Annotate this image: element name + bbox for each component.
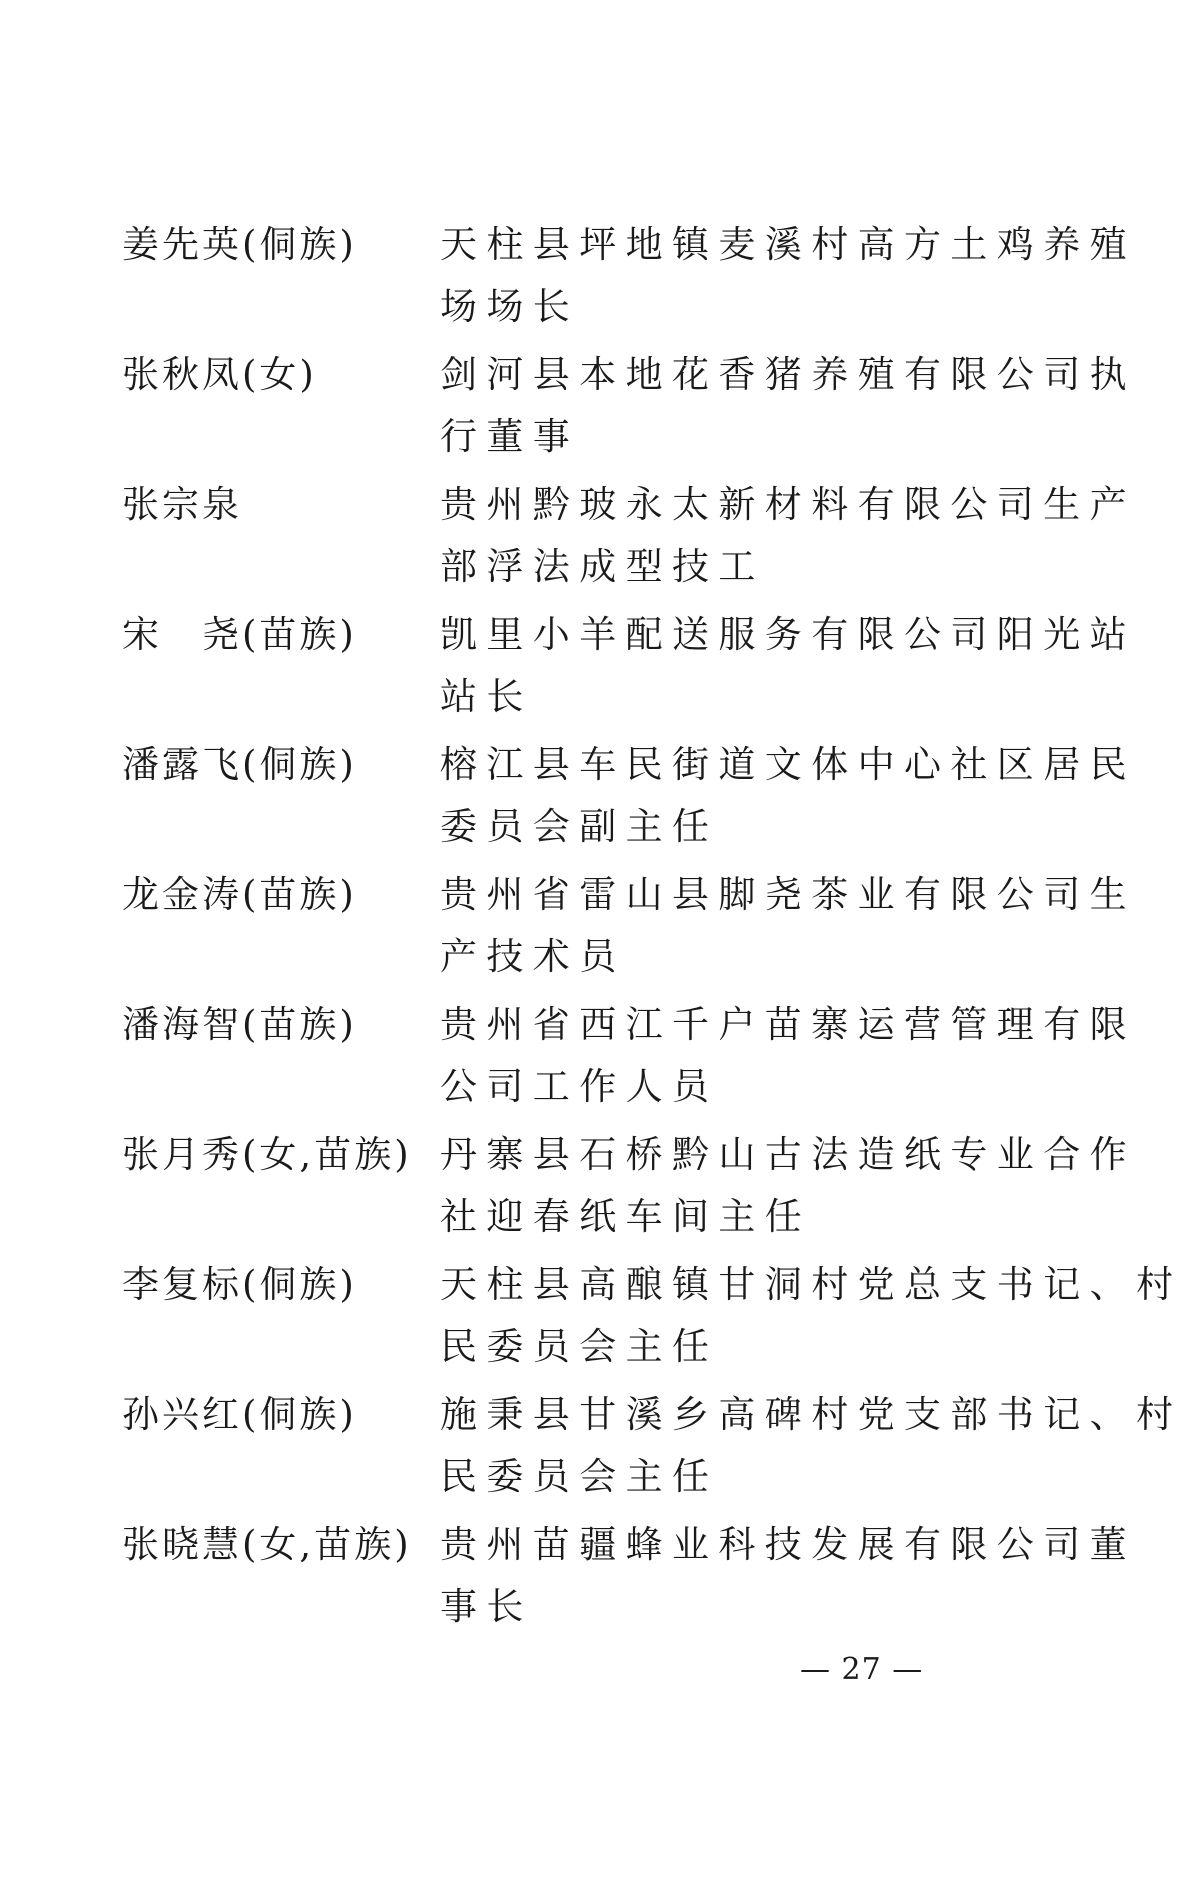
title-line: 公司工作人员 (440, 1065, 719, 1108)
title-line: 贵州省西江千户苗寨运营管理有限 (440, 1003, 1136, 1046)
honoree-title (440, 1124, 1136, 1248)
honoree-name: 宋 尧(苗族) (122, 613, 357, 656)
honoree-name: 张宗泉 (122, 483, 242, 526)
honoree-title (440, 864, 1136, 988)
list-item (0, 604, 1136, 734)
title-line: 民委员会主任 (440, 1325, 719, 1368)
title-line: 榕江县车民街道文体中心社区居民 (440, 743, 1136, 786)
honoree-title (440, 474, 1136, 598)
list-item (0, 1384, 1182, 1514)
title-line: 贵州省雷山县脚尧茶业有限公司生 (440, 873, 1136, 916)
title-line: 事长 (440, 1585, 533, 1628)
honoree-title (440, 214, 1136, 338)
title-line: 施秉县甘溪乡高碑村党支部书记、村 (440, 1393, 1182, 1436)
title-line: 天柱县高酿镇甘洞村党总支书记、村 (440, 1263, 1182, 1306)
honoree-title (440, 1384, 1182, 1508)
honoree-name: 孙兴红(侗族) (122, 1393, 357, 1436)
title-line: 丹寨县石桥黔山古法造纸专业合作 (440, 1133, 1136, 1176)
list-item (0, 474, 1136, 604)
list-item (0, 1124, 1136, 1254)
honoree-title (440, 1254, 1182, 1378)
honoree-name: 张月秀(女,苗族) (122, 1133, 412, 1176)
title-line: 产技术员 (440, 935, 626, 978)
title-line: 委员会副主任 (440, 805, 719, 848)
honoree-name: 李复标(侗族) (122, 1263, 357, 1306)
title-line: 天柱县坪地镇麦溪村高方土鸡养殖 (440, 223, 1136, 266)
page-number: — 27 — (800, 1652, 924, 1687)
list-item (0, 994, 1136, 1124)
list-item (0, 1254, 1182, 1384)
list-item (0, 1514, 1136, 1644)
honoree-title (440, 1514, 1136, 1638)
list-item (0, 214, 1136, 344)
title-line: 贵州苗疆蜂业科技发展有限公司董 (440, 1523, 1136, 1566)
honoree-name: 张秋凤(女) (122, 353, 317, 396)
honoree-name: 姜先英(侗族) (122, 223, 357, 266)
honoree-title (440, 994, 1136, 1118)
honoree-name: 张晓慧(女,苗族) (122, 1523, 412, 1566)
honoree-title (440, 604, 1136, 728)
honoree-title (440, 344, 1136, 468)
title-line: 贵州黔玻永太新材料有限公司生产 (440, 483, 1136, 526)
title-line: 行董事 (440, 415, 580, 458)
title-line: 剑河县本地花香猪养殖有限公司执 (440, 353, 1136, 396)
title-line: 站长 (440, 675, 533, 718)
honoree-name: 潘海智(苗族) (122, 1003, 357, 1046)
title-line: 民委员会主任 (440, 1455, 719, 1498)
title-line: 社迎春纸车间主任 (440, 1195, 812, 1238)
title-line: 场场长 (440, 285, 580, 328)
list-item (0, 734, 1136, 864)
list-item (0, 344, 1136, 474)
title-line: 部浮法成型技工 (440, 545, 765, 588)
honoree-name: 潘露飞(侗族) (122, 743, 357, 786)
honoree-name: 龙金涛(苗族) (122, 873, 357, 916)
honoree-title (440, 734, 1136, 858)
title-line: 凯里小羊配送服务有限公司阳光站 (440, 613, 1136, 656)
list-item (0, 864, 1136, 994)
